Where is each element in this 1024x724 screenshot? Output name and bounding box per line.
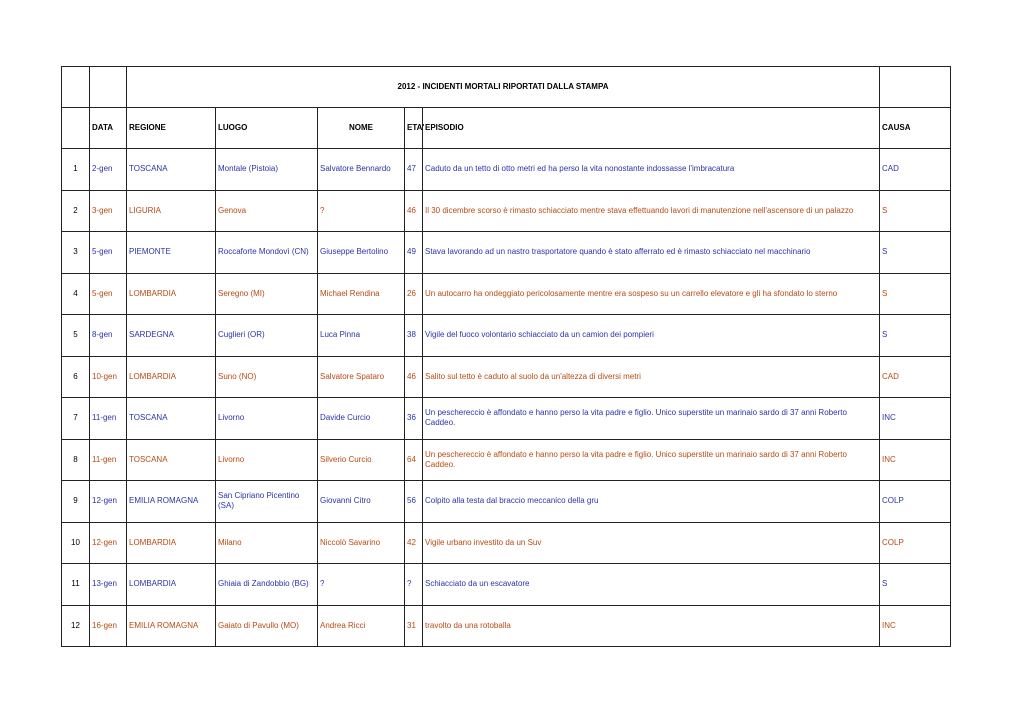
- row-number: 11: [62, 564, 90, 606]
- cell-luogo: Cuglieri (OR): [216, 315, 318, 357]
- cell-eta: 42: [405, 522, 423, 564]
- cell-data: 12-gen: [90, 522, 127, 564]
- cell-nome: Silverio Curcio: [318, 439, 405, 481]
- cell-regione: LOMBARDIA: [127, 356, 216, 398]
- table-row: [62, 564, 951, 606]
- row-number: 2: [62, 190, 90, 232]
- header-causa: CAUSA: [880, 108, 951, 149]
- cell-eta: 56: [405, 481, 423, 523]
- row-number: 5: [62, 315, 90, 357]
- cell-episodio: Stava lavorando ad un nastro trasportatore quando è stato afferrato ed è rimasto schiacciato nel macchinario: [423, 232, 880, 274]
- cell-nome: Davide Curcio: [318, 398, 405, 440]
- table-row: [62, 356, 951, 398]
- cell-regione: TOSCANA: [127, 149, 216, 191]
- cell-nome: Salvatore Bennardo: [318, 149, 405, 191]
- cell-luogo: San Cipriano Picentino (SA): [216, 481, 318, 523]
- table-row: [62, 190, 951, 232]
- cell-causa: INC: [880, 605, 951, 647]
- cell-luogo: Milano: [216, 522, 318, 564]
- cell-data: 5-gen: [90, 273, 127, 315]
- cell-regione: TOSCANA: [127, 439, 216, 481]
- row-number: 1: [62, 149, 90, 191]
- cell-data: 16-gen: [90, 605, 127, 647]
- cell-data: 3-gen: [90, 190, 127, 232]
- table-body: [62, 67, 951, 647]
- table-row: [62, 522, 951, 564]
- title-blank-cell: [90, 67, 127, 108]
- header-luogo: LUOGO: [216, 108, 318, 149]
- row-number: 6: [62, 356, 90, 398]
- cell-causa: INC: [880, 439, 951, 481]
- cell-regione: EMILIA ROMAGNA: [127, 481, 216, 523]
- cell-regione: PIEMONTE: [127, 232, 216, 274]
- cell-eta: 26: [405, 273, 423, 315]
- header-eta: ETA': [405, 108, 423, 149]
- cell-episodio: Un peschereccio è affondato e hanno perso la vita padre e figlio. Unico superstite un marinaio sardo di 37 anni Roberto Caddeo.: [423, 439, 880, 481]
- cell-nome: Giuseppe Bertolino: [318, 232, 405, 274]
- header-episodio: EPISODIO: [423, 108, 880, 149]
- row-number: 12: [62, 605, 90, 647]
- table-row: [62, 315, 951, 357]
- cell-episodio: Vigile del fuoco volontario schiacciato da un camion dei pompieri: [423, 315, 880, 357]
- cell-causa: S: [880, 273, 951, 315]
- row-number: 10: [62, 522, 90, 564]
- cell-episodio: Schiacciato da un escavatore: [423, 564, 880, 606]
- page-title: 2012 - INCIDENTI MORTALI RIPORTATI DALLA STAMPA: [127, 67, 880, 108]
- cell-luogo: Suno (NO): [216, 356, 318, 398]
- cell-regione: SARDEGNA: [127, 315, 216, 357]
- cell-luogo: Roccaforte Mondovì (CN): [216, 232, 318, 274]
- cell-episodio: Il 30 dicembre scorso è rimasto schiacciato mentre stava effettuando lavori di manutenzione nell'ascensore di un palazzo: [423, 190, 880, 232]
- title-blank-cell: [880, 67, 951, 108]
- cell-eta: 64: [405, 439, 423, 481]
- cell-causa: S: [880, 564, 951, 606]
- table-row: [62, 149, 951, 191]
- title-blank-cell: [62, 67, 90, 108]
- cell-regione: TOSCANA: [127, 398, 216, 440]
- header-regione: REGIONE: [127, 108, 216, 149]
- cell-nome: Andrea Ricci: [318, 605, 405, 647]
- cell-eta: ?: [405, 564, 423, 606]
- cell-eta: 47: [405, 149, 423, 191]
- row-number: 8: [62, 439, 90, 481]
- cell-regione: EMILIA ROMAGNA: [127, 605, 216, 647]
- cell-episodio: Un autocarro ha ondeggiato pericolosamente mentre era sospeso su un carrello elevatore e gli ha sfondato lo sterno: [423, 273, 880, 315]
- cell-luogo: Ghiaia di Zandobbio (BG): [216, 564, 318, 606]
- cell-luogo: Montale (Pistoia): [216, 149, 318, 191]
- cell-nome: Niccolò Savarino: [318, 522, 405, 564]
- row-number: 7: [62, 398, 90, 440]
- cell-nome: Luca Pinna: [318, 315, 405, 357]
- table-row: [62, 273, 951, 315]
- row-number: 3: [62, 232, 90, 274]
- cell-eta: 46: [405, 190, 423, 232]
- header-nome: NOME: [318, 108, 405, 149]
- cell-data: 10-gen: [90, 356, 127, 398]
- cell-causa: COLP: [880, 481, 951, 523]
- cell-eta: 49: [405, 232, 423, 274]
- cell-causa: CAD: [880, 149, 951, 191]
- cell-data: 5-gen: [90, 232, 127, 274]
- header-row: [62, 108, 951, 149]
- table-row: [62, 398, 951, 440]
- table-row: [62, 439, 951, 481]
- cell-causa: INC: [880, 398, 951, 440]
- table-row: [62, 232, 951, 274]
- cell-eta: 38: [405, 315, 423, 357]
- cell-luogo: Livorno: [216, 439, 318, 481]
- cell-causa: S: [880, 315, 951, 357]
- row-number: 9: [62, 481, 90, 523]
- cell-eta: 46: [405, 356, 423, 398]
- cell-episodio: travolto da una rotoballa: [423, 605, 880, 647]
- cell-data: 8-gen: [90, 315, 127, 357]
- cell-regione: LOMBARDIA: [127, 522, 216, 564]
- row-number: 4: [62, 273, 90, 315]
- cell-causa: S: [880, 232, 951, 274]
- cell-causa: COLP: [880, 522, 951, 564]
- cell-episodio: Salito sul tetto è caduto al suolo da un'altezza di diversi metri: [423, 356, 880, 398]
- cell-luogo: Genova: [216, 190, 318, 232]
- cell-nome: ?: [318, 190, 405, 232]
- table-row: [62, 481, 951, 523]
- title-row: [62, 67, 951, 108]
- cell-causa: CAD: [880, 356, 951, 398]
- cell-regione: LOMBARDIA: [127, 564, 216, 606]
- header-num: [62, 108, 90, 149]
- cell-regione: LOMBARDIA: [127, 273, 216, 315]
- cell-eta: 36: [405, 398, 423, 440]
- cell-nome: Michael Rendina: [318, 273, 405, 315]
- cell-nome: Giovanni Citro: [318, 481, 405, 523]
- cell-luogo: Livorno: [216, 398, 318, 440]
- header-data: DATA: [90, 108, 127, 149]
- cell-data: 11-gen: [90, 439, 127, 481]
- cell-nome: ?: [318, 564, 405, 606]
- table-row: [62, 605, 951, 647]
- cell-nome: Salvatore Spataro: [318, 356, 405, 398]
- cell-data: 12-gen: [90, 481, 127, 523]
- cell-luogo: Gaiato di Pavullo (MO): [216, 605, 318, 647]
- cell-episodio: Colpito alla testa dal braccio meccanico della gru: [423, 481, 880, 523]
- cell-luogo: Seregno (MI): [216, 273, 318, 315]
- cell-data: 13-gen: [90, 564, 127, 606]
- cell-causa: S: [880, 190, 951, 232]
- cell-episodio: Vigile urbano investito da un Suv: [423, 522, 880, 564]
- cell-eta: 31: [405, 605, 423, 647]
- cell-episodio: Caduto da un tetto di otto metri ed ha perso la vita nonostante indossasse l'imbracatura: [423, 149, 880, 191]
- cell-episodio: Un peschereccio è affondato e hanno perso la vita padre e figlio. Unico superstite un marinaio sardo di 37 anni Roberto Caddeo.: [423, 398, 880, 440]
- cell-regione: LIGURIA: [127, 190, 216, 232]
- incidents-table: [61, 66, 951, 647]
- cell-data: 2-gen: [90, 149, 127, 191]
- cell-data: 11-gen: [90, 398, 127, 440]
